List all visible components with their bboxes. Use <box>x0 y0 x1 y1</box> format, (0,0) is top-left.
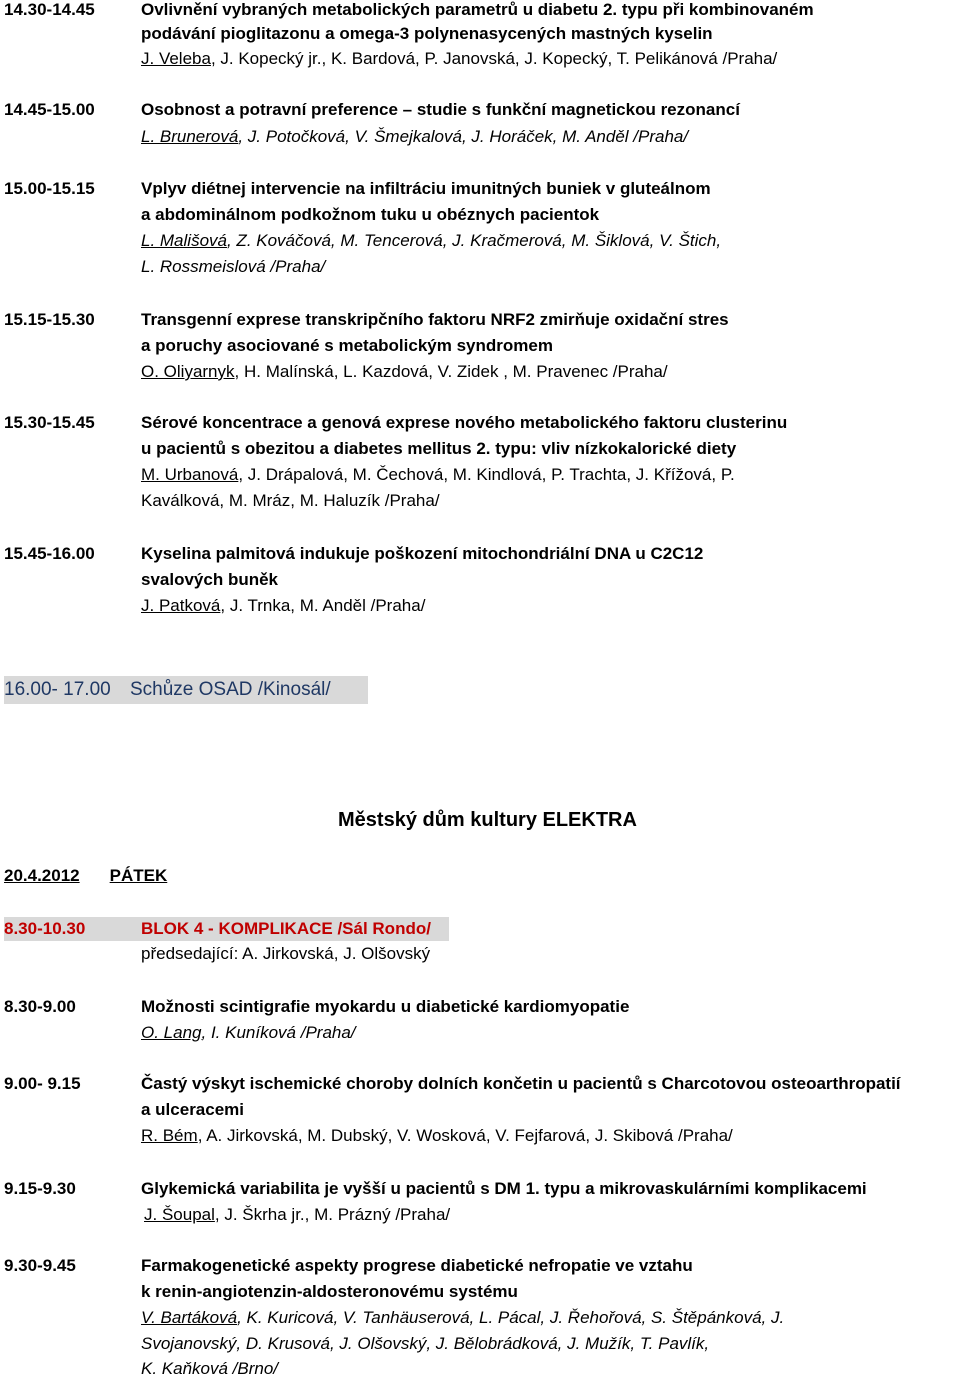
session-title: a abdominálnom podkožnom tuku u obéznych pacientok <box>141 205 600 224</box>
presenting-author: L. Brunerová <box>141 127 239 146</box>
co-authors: , I. Kuníková /Praha/ <box>201 1023 356 1042</box>
presenting-author: R. Bém <box>141 1126 198 1145</box>
presenting-author: V. Bartáková <box>141 1308 238 1327</box>
session-authors <box>141 1126 733 1146</box>
session-authors <box>141 596 425 616</box>
session-authors <box>144 1205 450 1225</box>
session-authors <box>141 231 721 251</box>
session-title: podávání pioglitazonu a omega-3 polynenasycených mastných kyselin <box>141 24 713 43</box>
session-time: 15.15-15.30 <box>4 310 95 329</box>
co-authors: , J. Škrha jr., M. Prázný /Praha/ <box>214 1205 451 1224</box>
day-date: 20.4.2012 <box>4 866 80 885</box>
session-title: Možnosti scintigrafie myokardu u diabetické kardiomyopatie <box>141 997 630 1016</box>
session-title: a poruchy asociované s metabolickým syndromem <box>141 336 553 355</box>
session-authors: K. Kaňková /Brno/ <box>141 1359 279 1378</box>
presenting-author: J. Patková <box>141 596 221 615</box>
co-authors: , Z. Kováčová, M. Tencerová, J. Kračmerová, M. Šiklová, V. Štich, <box>226 231 722 250</box>
co-authors: , K. Kuricová, V. Tanhäuserová, L. Pácal, J. Řehořová, S. Štěpánková, J. <box>237 1308 785 1327</box>
session-authors <box>141 1308 784 1328</box>
session-title: Osobnost a potravní preference – studie s funkční magnetickou rezonancí <box>141 100 740 119</box>
meeting-time: 16.00- 17.00 <box>4 679 111 700</box>
session-title: a ulceracemi <box>141 1100 245 1119</box>
session-time: 9.30-9.45 <box>4 1256 76 1275</box>
presenting-author: J. Veleba <box>141 49 211 68</box>
co-authors: , H. Malínská, L. Kazdová, V. Zidek , M. Pravenec /Praha/ <box>234 362 668 381</box>
session-title: Sérové koncentrace a genová exprese nového metabolického faktoru clusterinu <box>141 413 788 432</box>
presenting-author: O. Oliyarnyk <box>141 362 235 381</box>
venue-title: Městský dům kultury ELEKTRA <box>338 809 637 831</box>
presenting-author: M. Urbanová <box>141 465 239 484</box>
session-title: Glykemická variabilita je vyšší u pacientů s DM 1. typu a mikrovaskulárními komplikacemi <box>141 1179 867 1198</box>
session-title: u pacientů s obezitou a diabetes mellitus 2. typu: vliv nízkokalorické diety <box>141 439 737 458</box>
session-title: Častý výskyt ischemické choroby dolních končetin u pacientů s Charcotovou osteoarthropatií <box>141 1074 901 1093</box>
session-time: 9.15-9.30 <box>4 1179 76 1198</box>
session-title: Ovlivnění vybraných metabolických parametrů u diabetu 2. typu při kombinovaném <box>141 0 814 19</box>
co-authors: , J. Drápalová, M. Čechová, M. Kindlová, P. Trachta, J. Křížová, P. <box>238 465 735 484</box>
session-title: Transgenní exprese transkripčního faktoru NRF2 zmirňuje oxidační stres <box>141 310 729 329</box>
meeting-banner <box>4 676 368 704</box>
co-authors: , J. Kopecký jr., K. Bardová, P. Janovská, J. Kopecký, T. Pelikánová /Praha/ <box>210 49 778 68</box>
presenting-author: O. Lang <box>141 1023 202 1042</box>
session-title: svalových buněk <box>141 570 279 589</box>
session-time: 14.45-15.00 <box>4 100 95 119</box>
session-authors <box>141 127 688 147</box>
session-time: 15.30-15.45 <box>4 413 95 432</box>
session-authors: L. Rossmeislová /Praha/ <box>141 257 326 276</box>
day-weekday: PÁTEK <box>109 866 168 885</box>
session-authors: Kaválková, M. Mráz, M. Haluzík /Praha/ <box>141 491 440 510</box>
co-authors: , A. Jirkovská, M. Dubský, V. Wosková, V. Fejfarová, J. Skibová /Praha/ <box>197 1126 733 1145</box>
presenting-author: J. Šoupal <box>144 1205 215 1224</box>
session-time: 14.30-14.45 <box>4 0 95 19</box>
co-authors: , J. Potočková, V. Šmejkalová, J. Horáček, M. Anděl /Praha/ <box>238 127 689 146</box>
block-time: 8.30-10.30 <box>4 919 86 938</box>
meeting-label: Schůze OSAD /Kinosál/ <box>129 679 331 700</box>
session-authors <box>141 465 735 485</box>
block-banner <box>4 917 449 941</box>
session-title: Farmakogenetické aspekty progrese diabetické nefropatie ve vztahu <box>141 1256 693 1275</box>
session-authors <box>141 362 668 382</box>
day-header <box>4 866 167 886</box>
session-time: 8.30-9.00 <box>4 997 76 1016</box>
co-authors: , J. Trnka, M. Anděl /Praha/ <box>220 596 426 615</box>
block-chairs: předsedající: A. Jirkovská, J. Olšovský <box>141 944 431 963</box>
session-time: 15.45-16.00 <box>4 544 95 563</box>
session-authors <box>141 49 777 69</box>
session-time: 9.00- 9.15 <box>4 1074 81 1093</box>
session-title: Kyselina palmitová indukuje poškození mitochondriální DNA u C2C12 <box>141 544 704 563</box>
session-title: k renin-angiotenzin-aldosteronovému systému <box>141 1282 518 1301</box>
session-authors <box>141 1023 356 1043</box>
block-title: BLOK 4 - KOMPLIKACE /Sál Rondo/ <box>141 919 431 938</box>
session-title: Vplyv diétnej intervencie na infiltráciu imunitných buniek v gluteálnom <box>141 179 711 198</box>
session-time: 15.00-15.15 <box>4 179 95 198</box>
presenting-author: L. Mališová <box>141 231 227 250</box>
session-authors: Svojanovský, D. Krusová, J. Olšovský, J. Bělobrádková, J. Mužík, T. Pavlík, <box>141 1334 710 1353</box>
